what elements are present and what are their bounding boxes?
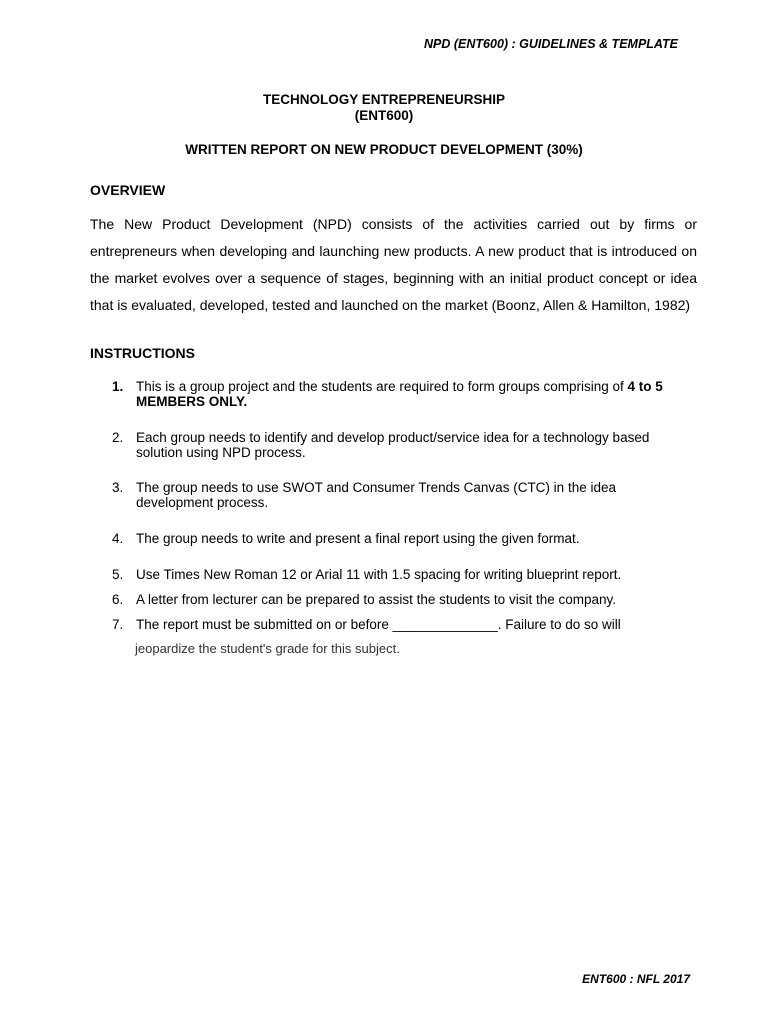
instructions-heading: INSTRUCTIONS: [90, 345, 195, 361]
list-item-number: 7.: [112, 617, 124, 632]
course-title-block: [0, 92, 768, 124]
list-item-number: 2.: [112, 430, 124, 445]
report-title: WRITTEN REPORT ON NEW PRODUCT DEVELOPMENT (30%): [185, 142, 583, 157]
list-item-continuation: jeopardize the student's grade for this subject.: [135, 641, 400, 656]
list-item-text: A letter from lecturer can be prepared to assist the students to visit the company.: [136, 592, 616, 607]
course-code: (ENT600): [354, 108, 414, 123]
overview-heading: OVERVIEW: [90, 182, 166, 198]
list-item-text: [136, 379, 692, 409]
running-header: NPD (ENT600) : GUIDELINES & TEMPLATE: [424, 37, 678, 51]
list-item-text: The report must be submitted on or before ______________. Failure to do so will: [136, 617, 621, 632]
list-item-text: The group needs to use SWOT and Consumer Trends Canvas (CTC) in the idea development process.: [136, 480, 616, 510]
overview-paragraph: The New Product Development (NPD) consists of the activities carried out by firms or entrepreneurs when developing and launching new products. A new product that is introduced on the market evolves over a sequence of stages, beginning with an initial product concept or idea that is evaluated, developed, tested and launched on the market (Boonz, Allen & Hamilton, 1982): [90, 216, 697, 313]
list-item-text: The group needs to write and present a final report using the given format.: [136, 531, 580, 546]
list-item-number: 5.: [112, 567, 124, 582]
list-item-text: Each group needs to identify and develop product/service idea for a technology based solution using NPD process.: [136, 430, 650, 460]
list-item-number: 1.: [112, 379, 124, 394]
list-item-text-regular: This is a group project and the students are required to form groups comprising of: [136, 379, 628, 394]
course-name: TECHNOLOGY ENTREPRENEURSHIP: [262, 92, 506, 107]
list-item-number: 6.: [112, 592, 124, 607]
list-item-number: 3.: [112, 480, 124, 495]
list-item-text: Use Times New Roman 12 or Arial 11 with 1.5 spacing for writing blueprint report.: [136, 567, 622, 582]
list-item-text-emphasis: 4 to 5 MEMBERS ONLY.: [136, 379, 663, 409]
footer-code: ENT600 : NFL 2017: [582, 972, 690, 986]
list-item-number: 4.: [112, 531, 124, 546]
